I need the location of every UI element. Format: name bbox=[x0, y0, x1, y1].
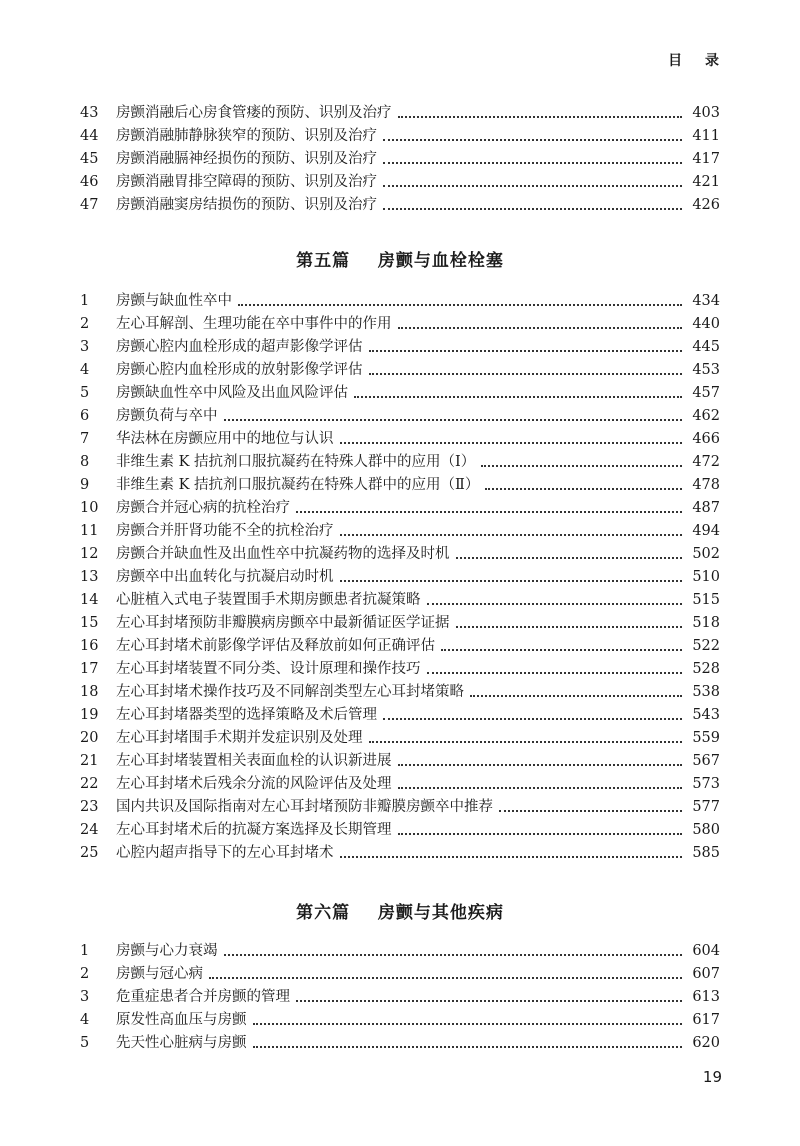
dot-leader bbox=[253, 1046, 683, 1048]
entry-page-number: 403 bbox=[692, 105, 720, 121]
entry-page-number: 522 bbox=[692, 638, 720, 654]
dot-leader bbox=[340, 580, 683, 582]
entry-page-number: 543 bbox=[692, 707, 720, 723]
entry-page-number: 440 bbox=[692, 316, 720, 332]
toc-entry bbox=[80, 125, 720, 148]
entry-page-number: 607 bbox=[692, 966, 720, 982]
entry-number: 1 bbox=[80, 943, 90, 959]
entry-title: 房颤与冠心病 bbox=[116, 966, 203, 982]
entry-title: 左心耳封堵术操作技巧及不同解剖类型左心耳封堵策略 bbox=[116, 684, 464, 700]
entry-number: 2 bbox=[80, 316, 90, 332]
entry-number: 47 bbox=[80, 197, 99, 213]
toc-entry bbox=[80, 681, 720, 704]
entry-page-number: 457 bbox=[692, 385, 720, 401]
entry-title: 房颤消融窦房结损伤的预防、识别及治疗 bbox=[116, 197, 377, 213]
entry-page-number: 478 bbox=[692, 477, 720, 493]
dot-leader bbox=[485, 488, 682, 490]
entry-page-number: 434 bbox=[692, 293, 720, 309]
entry-number: 12 bbox=[80, 546, 99, 562]
entry-page-number: 426 bbox=[692, 197, 720, 213]
toc-entry bbox=[80, 940, 720, 963]
entry-page-number: 585 bbox=[692, 845, 720, 861]
entry-number: 3 bbox=[80, 989, 90, 1005]
entry-number: 9 bbox=[80, 477, 90, 493]
entry-number: 23 bbox=[80, 799, 99, 815]
dot-leader bbox=[253, 1023, 683, 1025]
entry-title: 房颤消融后心房食管瘘的预防、识别及治疗 bbox=[116, 105, 392, 121]
entry-page-number: 573 bbox=[692, 776, 720, 792]
dot-leader bbox=[383, 139, 682, 141]
toc-entry bbox=[80, 635, 720, 658]
dot-leader bbox=[224, 419, 683, 421]
entry-page-number: 538 bbox=[692, 684, 720, 700]
entry-number: 25 bbox=[80, 845, 99, 861]
toc-entry bbox=[80, 750, 720, 773]
toc-entry bbox=[80, 313, 720, 336]
entry-number: 7 bbox=[80, 431, 90, 447]
entry-page-number: 604 bbox=[692, 943, 720, 959]
dot-leader bbox=[340, 856, 683, 858]
section-5-title: 第五篇 房颤与血栓栓塞 bbox=[296, 251, 504, 271]
entry-page-number: 528 bbox=[692, 661, 720, 677]
entry-number: 45 bbox=[80, 151, 99, 167]
toc-entry bbox=[80, 148, 720, 171]
toc-entry bbox=[80, 451, 720, 474]
entry-number: 43 bbox=[80, 105, 99, 121]
entry-page-number: 472 bbox=[692, 454, 720, 470]
entry-number: 11 bbox=[80, 523, 99, 539]
entry-title: 房颤合并冠心病的抗栓治疗 bbox=[116, 500, 290, 516]
entry-number: 14 bbox=[80, 592, 99, 608]
dot-leader bbox=[340, 442, 683, 444]
entry-number: 13 bbox=[80, 569, 99, 585]
entry-page-number: 613 bbox=[692, 989, 720, 1005]
toc-entry bbox=[80, 405, 720, 428]
dot-leader bbox=[427, 672, 683, 674]
section-6-title: 第六篇 房颤与其他疾病 bbox=[296, 903, 504, 923]
entry-page-number: 518 bbox=[692, 615, 720, 631]
toc-list-section-5 bbox=[80, 290, 720, 865]
dot-leader bbox=[398, 327, 683, 329]
entry-page-number: 567 bbox=[692, 753, 720, 769]
entry-page-number: 417 bbox=[692, 151, 720, 167]
entry-page-number: 559 bbox=[692, 730, 720, 746]
entry-title: 左心耳封堵器类型的选择策略及术后管理 bbox=[116, 707, 377, 723]
toc-entry bbox=[80, 704, 720, 727]
toc-entry bbox=[80, 194, 720, 217]
dot-leader bbox=[354, 396, 682, 398]
entry-page-number: 466 bbox=[692, 431, 720, 447]
entry-page-number: 421 bbox=[692, 174, 720, 190]
entry-title: 非维生素 K 拮抗剂口服抗凝药在特殊人群中的应用（Ⅱ） bbox=[116, 477, 480, 493]
entry-title: 房颤负荷与卒中 bbox=[116, 408, 218, 424]
entry-title: 左心耳封堵术前影像学评估及释放前如何正确评估 bbox=[116, 638, 435, 654]
dot-leader bbox=[383, 185, 682, 187]
toc-entry bbox=[80, 102, 720, 125]
entry-title: 房颤缺血性卒中风险及出血风险评估 bbox=[116, 385, 348, 401]
toc-entry bbox=[80, 520, 720, 543]
dot-leader bbox=[296, 511, 682, 513]
entry-title: 国内共识及国际指南对左心耳封堵预防非瓣膜房颤卒中推荐 bbox=[116, 799, 493, 815]
entry-page-number: 502 bbox=[692, 546, 720, 562]
entry-number: 1 bbox=[80, 293, 90, 309]
dot-leader bbox=[456, 626, 683, 628]
entry-number: 3 bbox=[80, 339, 90, 355]
toc-entry bbox=[80, 773, 720, 796]
entry-number: 8 bbox=[80, 454, 90, 470]
dot-leader bbox=[369, 350, 683, 352]
toc-entry bbox=[80, 359, 720, 382]
toc-entry bbox=[80, 658, 720, 681]
entry-title: 房颤合并肝肾功能不全的抗栓治疗 bbox=[116, 523, 334, 539]
running-header: 目 录 bbox=[668, 53, 728, 69]
dot-leader bbox=[398, 764, 683, 766]
entry-title: 危重症患者合并房颤的管理 bbox=[116, 989, 290, 1005]
entry-page-number: 617 bbox=[692, 1012, 720, 1028]
entry-title: 非维生素 K 拮抗剂口服抗凝药在特殊人群中的应用（Ⅰ） bbox=[116, 454, 476, 470]
entry-title: 左心耳封堵围手术期并发症识别及处理 bbox=[116, 730, 363, 746]
dot-leader bbox=[369, 741, 683, 743]
dot-leader bbox=[398, 787, 683, 789]
page-number: 19 bbox=[702, 1068, 722, 1086]
entry-title: 房颤合并缺血性及出血性卒中抗凝药物的选择及时机 bbox=[116, 546, 450, 562]
toc-entry bbox=[80, 171, 720, 194]
toc-entry bbox=[80, 382, 720, 405]
entry-number: 19 bbox=[80, 707, 99, 723]
entry-title: 左心耳封堵装置相关表面血栓的认识新进展 bbox=[116, 753, 392, 769]
entry-page-number: 580 bbox=[692, 822, 720, 838]
entry-number: 5 bbox=[80, 1035, 90, 1051]
entry-number: 24 bbox=[80, 822, 99, 838]
dot-leader bbox=[369, 373, 683, 375]
entry-page-number: 445 bbox=[692, 339, 720, 355]
toc-entry bbox=[80, 474, 720, 497]
entry-number: 15 bbox=[80, 615, 99, 631]
toc-entry bbox=[80, 336, 720, 359]
dot-leader bbox=[470, 695, 682, 697]
entry-title: 左心耳解剖、生理功能在卒中事件中的作用 bbox=[116, 316, 392, 332]
dot-leader bbox=[398, 116, 683, 118]
dot-leader bbox=[456, 557, 683, 559]
entry-page-number: 487 bbox=[692, 500, 720, 516]
toc-entry bbox=[80, 796, 720, 819]
entry-title: 心脏植入式电子装置围手术期房颤患者抗凝策略 bbox=[116, 592, 421, 608]
toc-entry bbox=[80, 1009, 720, 1032]
toc-list-prev bbox=[80, 102, 720, 217]
dot-leader bbox=[398, 833, 683, 835]
dot-leader bbox=[224, 954, 683, 956]
entry-number: 4 bbox=[80, 1012, 90, 1028]
toc-entry bbox=[80, 963, 720, 986]
entry-number: 22 bbox=[80, 776, 99, 792]
entry-title: 左心耳封堵预防非瓣膜病房颤卒中最新循证医学证据 bbox=[116, 615, 450, 631]
dot-leader bbox=[296, 1000, 682, 1002]
entry-number: 44 bbox=[80, 128, 99, 144]
toc-entry bbox=[80, 819, 720, 842]
entry-page-number: 462 bbox=[692, 408, 720, 424]
entry-title: 左心耳封堵术后的抗凝方案选择及长期管理 bbox=[116, 822, 392, 838]
dot-leader bbox=[427, 603, 683, 605]
entry-page-number: 577 bbox=[692, 799, 720, 815]
entry-number: 46 bbox=[80, 174, 99, 190]
entry-page-number: 494 bbox=[692, 523, 720, 539]
entry-number: 20 bbox=[80, 730, 99, 746]
toc-entry bbox=[80, 428, 720, 451]
entry-number: 18 bbox=[80, 684, 99, 700]
dot-leader bbox=[238, 304, 682, 306]
toc-entry bbox=[80, 543, 720, 566]
entry-number: 21 bbox=[80, 753, 99, 769]
entry-number: 10 bbox=[80, 500, 99, 516]
entry-number: 17 bbox=[80, 661, 99, 677]
entry-page-number: 411 bbox=[692, 128, 720, 144]
dot-leader bbox=[383, 208, 682, 210]
dot-leader bbox=[383, 718, 682, 720]
entry-title: 先天性心脏病与房颤 bbox=[116, 1035, 247, 1051]
entry-number: 6 bbox=[80, 408, 90, 424]
dot-leader bbox=[383, 162, 682, 164]
entry-title: 房颤心腔内血栓形成的超声影像学评估 bbox=[116, 339, 363, 355]
entry-title: 华法林在房颤应用中的地位与认识 bbox=[116, 431, 334, 447]
entry-page-number: 620 bbox=[692, 1035, 720, 1051]
dot-leader bbox=[499, 810, 682, 812]
entry-title: 心腔内超声指导下的左心耳封堵术 bbox=[116, 845, 334, 861]
toc-entry bbox=[80, 727, 720, 750]
entry-page-number: 510 bbox=[692, 569, 720, 585]
toc-entry bbox=[80, 566, 720, 589]
entry-title: 房颤消融胃排空障碍的预防、识别及治疗 bbox=[116, 174, 377, 190]
entry-title: 原发性高血压与房颤 bbox=[116, 1012, 247, 1028]
entry-title: 房颤消融膈神经损伤的预防、识别及治疗 bbox=[116, 151, 377, 167]
toc-entry bbox=[80, 842, 720, 865]
toc-entry bbox=[80, 1032, 720, 1055]
toc-entry bbox=[80, 986, 720, 1009]
entry-title: 房颤消融肺静脉狭窄的预防、识别及治疗 bbox=[116, 128, 377, 144]
entry-number: 5 bbox=[80, 385, 90, 401]
entry-number: 2 bbox=[80, 966, 90, 982]
entry-page-number: 453 bbox=[692, 362, 720, 378]
entry-number: 16 bbox=[80, 638, 99, 654]
toc-list-section-6 bbox=[80, 940, 720, 1055]
entry-page-number: 515 bbox=[692, 592, 720, 608]
entry-number: 4 bbox=[80, 362, 90, 378]
dot-leader bbox=[209, 977, 682, 979]
toc-entry bbox=[80, 612, 720, 635]
dot-leader bbox=[441, 649, 682, 651]
entry-title: 房颤与缺血性卒中 bbox=[116, 293, 232, 309]
toc-entry bbox=[80, 290, 720, 313]
dot-leader bbox=[340, 534, 683, 536]
entry-title: 房颤卒中出血转化与抗凝启动时机 bbox=[116, 569, 334, 585]
entry-title: 左心耳封堵装置不同分类、设计原理和操作技巧 bbox=[116, 661, 421, 677]
entry-title: 房颤心腔内血栓形成的放射影像学评估 bbox=[116, 362, 363, 378]
entry-title: 左心耳封堵术后残余分流的风险评估及处理 bbox=[116, 776, 392, 792]
toc-entry bbox=[80, 497, 720, 520]
entry-title: 房颤与心力衰竭 bbox=[116, 943, 218, 959]
dot-leader bbox=[481, 465, 682, 467]
toc-entry bbox=[80, 589, 720, 612]
